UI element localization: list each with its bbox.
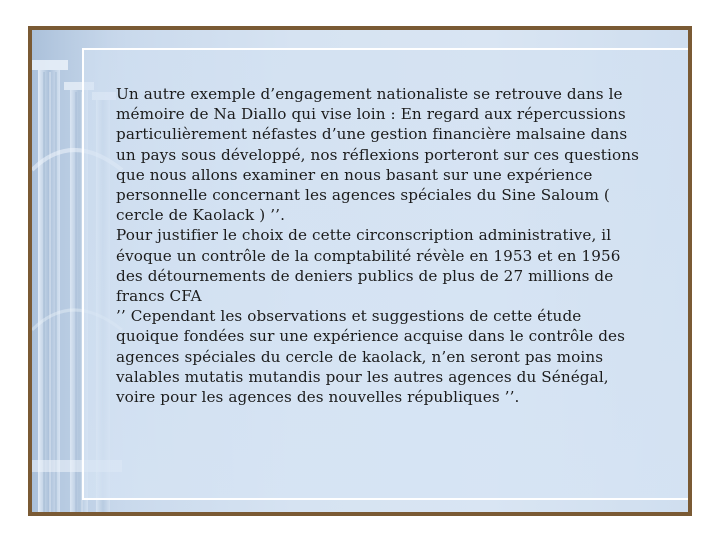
paragraph-justification: Pour justifier le choix de cette circonscription administrative, il évoque un contrôle de la comptabilité révèle en 1953 et en 1956 des détournements de deniers publics de plus de 27 millions de francs CFA (116, 226, 621, 306)
paragraph-observations-quote: ’’ Cependant les observations et suggestions de cette étude quoique fondées sur une expérience acquise dans le contrôle des agences spéciales du cercle de kaolack, n’en seront pas moins valables mutatis mutandis pour les autres agences du Sénégal, voire pour les agences des nouvelles républiques ’’. (116, 307, 625, 407)
paragraph-diallo-quote: Un autre exemple d’engagement nationaliste se retrouve dans le mémoire de Na Diallo qui vise loin : En regard aux répercussions particulièrement néfastes d’une gestion financière malsaine dans un pays sous développé, nos réflexions porteront sur ces questions que nous allons examiner en nous basant sur une expérience personnelle concernant les agences spéciales du Sine Saloum ( cercle de Kaolack ) ’’. (116, 85, 639, 225)
body-text (116, 84, 646, 407)
